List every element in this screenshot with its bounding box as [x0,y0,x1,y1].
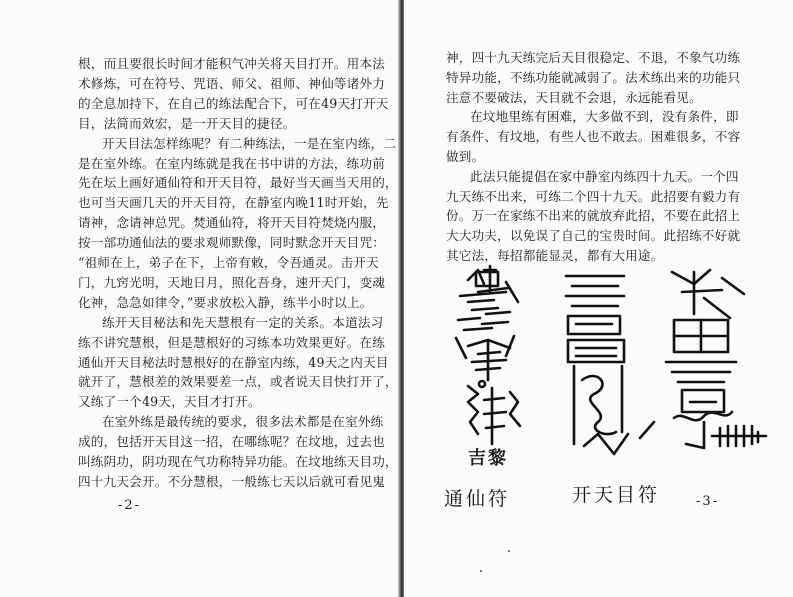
text-line: 练不讲究慧根，但是慧根好的习练本功效果更好。在练 [78,334,386,350]
text-line: 又练了一个49天，天目才打开。 [78,394,261,410]
text-line: 在室外练是最传统的要求，很多法术都是在室外练 [102,414,384,430]
text-line: 成的，包括开天目这一招，在哪练呢？在坟地，过去也 [78,434,386,450]
tongxian-talisman-label: 通仙符 [444,488,511,510]
text-line: 此法只能提倡在家中静室内练四十九天。一个四 [470,168,739,184]
text-line: 练开天目秘法和先天慧根有一定的关系。本道法习 [102,314,384,330]
text-line: 是在室外练。在室内练就是我在书中讲的方法，练功前 [78,155,386,171]
text-line: 四十九天会开。不分慧根，一般练七天以后就可看见鬼 [78,473,386,489]
text-line: 叫练阴功，阴功现在气功称特异功能。在坟地练天目功， [78,454,398,469]
text-line: 九天练不出来，可练二个四十九天。此招要有毅力有 [446,188,741,204]
page-number-right: -3- [696,494,720,509]
text-line: 按一部功通仙法的要求观师默像，同时默念开天目咒： [78,235,386,251]
text-line: 通仙开天目秘法时慧根好的在静室内练，49天之内天目 [78,354,389,370]
text-line: 特异功能，不练功能就减弱了。法术练出来的功能只 [446,69,741,85]
text-line: 注意不要破法，天目就不会退，永远能看见。 [446,89,702,105]
text-line: 术修炼，可在符号、咒语、师父、祖师、神仙等诸外力 [78,75,386,91]
text-line: 就开了，慧根差的效果要差一点，或者说天目快打开了， [78,374,398,390]
text-line: 目，法简而效宏，是一开天目的捷径。 [78,115,296,131]
text-line: “祖师在上，弟子在下，上帝有敕，令吾通灵。击开天 [78,255,379,270]
scan-speck [480,570,482,572]
text-line: 根，而且要很长时间才能积气冲关将天目打开。用本法 [78,56,386,71]
scan-speck [508,550,510,552]
text-line: 先在坛上画好通仙符和开天目符，最好当天画当天用的， [78,175,398,191]
text-line: 做到。 [446,149,485,164]
kaitianmu-talisman-label: 开天目符 [572,484,661,506]
kaitianmu-talisman-drawing [554,262,784,467]
text-line: 其它法，每招都能显灵，都有大用途。 [446,248,664,263]
text-line: 大大功夫，以免误了自己的宝贵时间。此招练不好就 [446,228,741,244]
text-line: 的全息加持下，在自己的练法配合下，可在49天打开天 [78,95,389,111]
text-line: 开天目法怎样练呢？有二种练法，一是在室内练，二 [102,135,397,151]
right-page [404,0,793,597]
text-line: 份。万一在家练不出来的就放弃此招，不要在此招上 [446,208,741,224]
page-number-left: -2- [118,498,142,513]
text-line: 神，四十九天练完后天目很稳定、不退，不象气功练 [446,50,741,65]
text-line: 请神，念请神总咒。焚通仙符，将开天目符焚烧内服， [78,215,386,231]
talisman-inscription-jili: 吉黎 [468,448,508,469]
text-line: 化神，急急如律令，”要求放松入静，练半小时以上。 [78,294,373,310]
text-line: 门，九窍光明，天地日月，照化吾身，速开天门，变魂 [78,274,386,290]
text-line: 有条件、有坟地，有些人也不敢去。困难很多，不容 [446,129,741,145]
text-line: 也可当天画几天的开天目符，在静室内晚11时开始，先 [78,195,389,211]
text-line: 在坟地里练有困难，大多做不到，没有条件，即 [470,109,739,125]
